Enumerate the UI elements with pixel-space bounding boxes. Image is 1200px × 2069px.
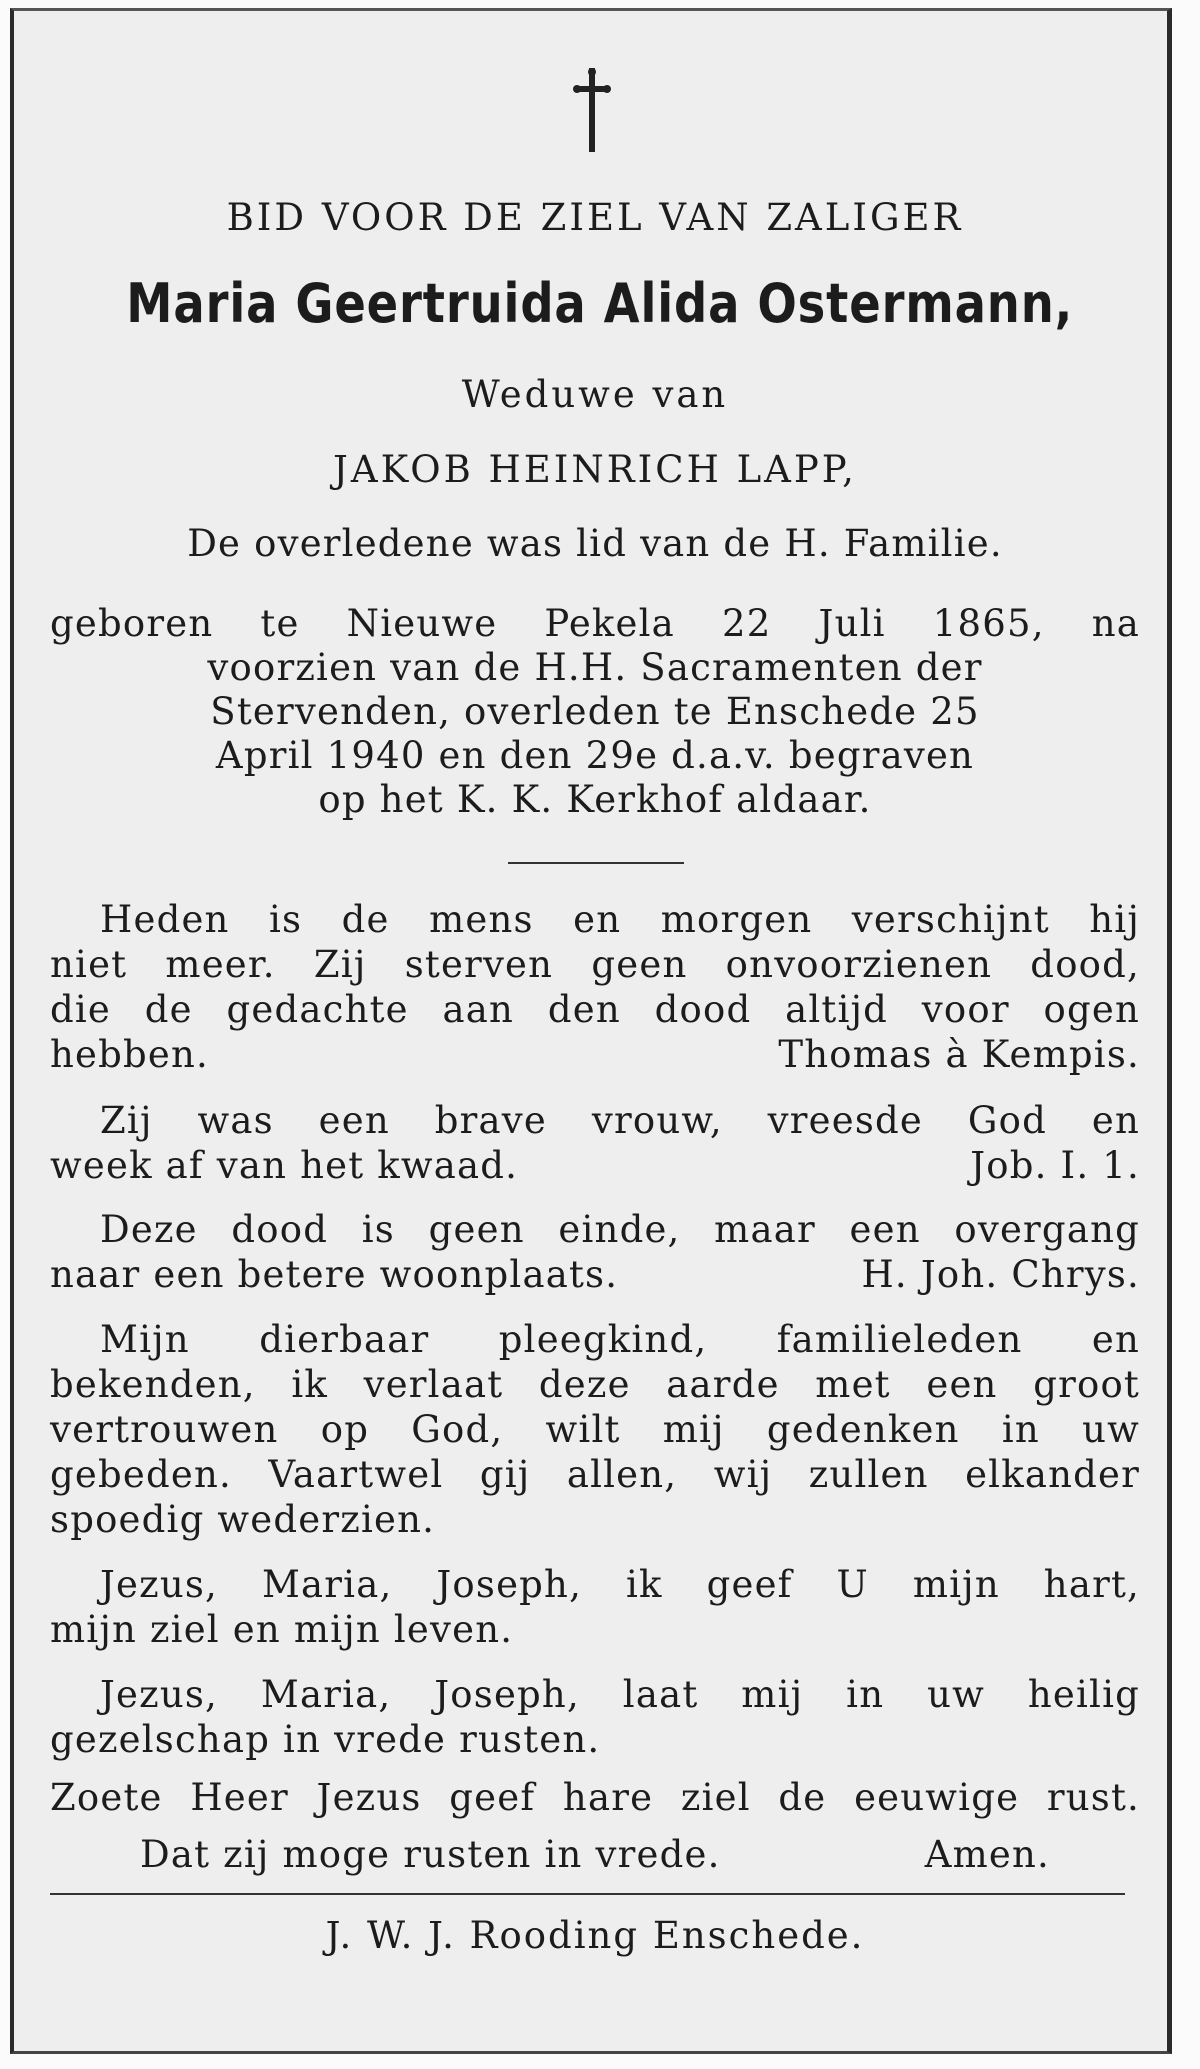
quote-line: Zij was een brave vrouw, vreesde God en: [100, 1099, 1140, 1142]
quote-source: H. Joh. Chrys.: [861, 1253, 1140, 1296]
quote-line: Heden is de mens en morgen verschijnt hij: [100, 898, 1140, 941]
farewell-line: bekenden, ik verlaat deze aarde met een groot: [50, 1363, 1140, 1406]
quote-text: week af van het kwaad.: [50, 1144, 519, 1187]
prayer-line: Jezus, Maria, Joseph, ik geef U mijn hart,: [100, 1563, 1140, 1606]
cross-icon: [572, 68, 612, 152]
quote-text: naar een betere woonplaats.: [50, 1253, 619, 1296]
bio-line: Stervenden, overleden te Enschede 25: [210, 690, 980, 733]
divider-long: [50, 1893, 1125, 1895]
bio-line: op het K. K. Kerkhof aldaar.: [318, 778, 872, 821]
farewell-line: vertrouwen op God, wilt mij gedenken in uw: [50, 1408, 1140, 1451]
header-text: BID VOOR DE ZIEL VAN ZALIGER: [226, 196, 964, 239]
farewell-line: spoedig wederzien.: [50, 1498, 436, 1541]
quote-last-line: [50, 1144, 1140, 1187]
deceased-name: Maria Geertruida Alida Ostermann,: [126, 272, 1074, 335]
bio-line: voorzien van de H.H. Sacramenten der: [207, 646, 983, 689]
bio-line: geboren te Nieuwe Pekela 22 Juli 1865, na: [50, 602, 1140, 645]
farewell-line: Mijn dierbaar pleegkind, familieleden en: [100, 1318, 1140, 1361]
quote-line: niet meer. Zij sterven geen onvoorzienen dood,: [50, 943, 1140, 986]
spouse-name: JAKOB HEINRICH LAPP,: [333, 448, 857, 491]
farewell-line: gebeden. Vaartwel gij allen, wij zullen elkander: [50, 1453, 1140, 1496]
widow-of-label: Weduwe van: [461, 373, 729, 416]
quote-last-line: [50, 1253, 1140, 1296]
quote-line: Deze dood is geen einde, maar een overgang: [100, 1208, 1140, 1251]
closing-text: Dat zij moge rusten in vrede.: [140, 1833, 721, 1876]
prayer-line: Zoete Heer Jezus geef hare ziel de eeuwige rust.: [50, 1776, 1140, 1819]
prayer-line: Jezus, Maria, Joseph, laat mij in uw heilig: [100, 1673, 1140, 1716]
bio-line: April 1940 en den 29e d.a.v. begraven: [215, 734, 975, 777]
amen-text: Amen.: [924, 1833, 1050, 1876]
quote-last-line: [50, 1033, 1140, 1076]
membership-text: De overledene was lid van de H. Familie.: [187, 522, 1003, 565]
quote-source: Job. I. 1.: [970, 1144, 1140, 1187]
quote-source: Thomas à Kempis.: [778, 1033, 1140, 1076]
printer-credit: J. W. J. Rooding Enschede.: [325, 1914, 865, 1957]
quote-line: die de gedachte aan den dood altijd voor ogen: [50, 988, 1140, 1031]
prayer-line: gezelschap in vrede rusten.: [50, 1718, 601, 1761]
closing-line: [50, 1833, 1140, 1876]
prayer-line: mijn ziel en mijn leven.: [50, 1608, 514, 1651]
divider-short: [508, 862, 684, 864]
quote-text: hebben.: [50, 1033, 209, 1076]
